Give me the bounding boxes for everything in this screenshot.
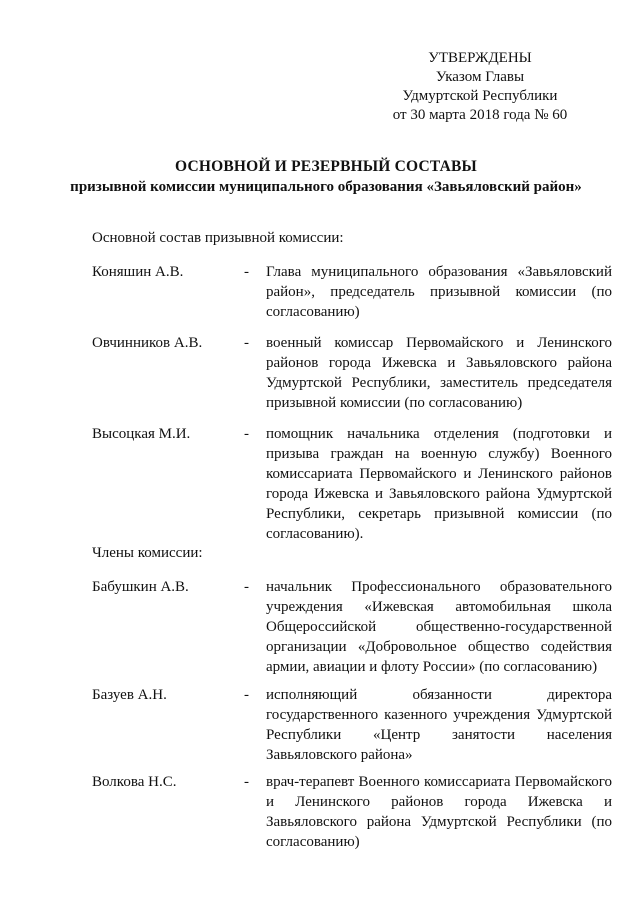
member-role: врач-терапевт Военного комиссариата Первомайского и Ленинского районов города Ижевска и Завьяловского района Удмуртской Республики (по согласованию) [266, 774, 612, 850]
member-name: Коняшин А.В. [92, 264, 184, 280]
title-main: ОСНОВНОЙ И РЕЗЕРВНЫЙ СОСТАВЫ [175, 158, 477, 175]
commission-members-heading: Члены комиссии: [92, 545, 203, 561]
approval-line: Указом Главы [435, 69, 525, 85]
member-role: начальник Профессионального образовательного учреждения «Ижевская автомобильная школа Общероссийской общественно-государственной организации «Добровольное общество содействия армии, авиации и флоту России» (по согласованию) [266, 579, 612, 675]
approval-stamp [372, 49, 588, 125]
member-name: Волкова Н.С. [92, 774, 177, 790]
approval-line: от 30 марта 2018 года № 60 [392, 107, 568, 123]
member-dash: - [244, 264, 249, 280]
approval-line: УТВЕРЖДЕНЫ [428, 50, 532, 66]
member-name: Бабушкин А.В. [92, 579, 189, 595]
member-name: Базуев А.Н. [92, 687, 167, 703]
member-name: Овчинников А.В. [92, 335, 203, 351]
member-role: Глава муниципального образования «Завьяловский район», председатель призывной комиссии (по согласованию) [266, 264, 612, 320]
member-role: исполняющий обязанности директора государственного казенного учреждения Удмуртской Республики «Центр занятости населения Завьяловского района» [266, 687, 612, 763]
main-composition-heading: Основной состав призывной комиссии: [92, 230, 344, 246]
member-dash: - [244, 687, 249, 703]
approval-line: Удмуртской Республики [402, 88, 558, 104]
title-sub: призывной комиссии муниципального образования «Завьяловский район» [70, 179, 582, 195]
member-dash: - [244, 335, 249, 351]
member-dash: - [244, 774, 249, 790]
member-dash: - [244, 579, 249, 595]
member-name: Высоцкая М.И. [92, 426, 191, 442]
member-role: военный комиссар Первомайского и Ленинского районов города Ижевска и Завьяловского района Удмуртской Республики, заместитель председателя призывной комиссии (по согласованию) [266, 335, 612, 411]
document-title [40, 157, 612, 197]
member-dash: - [244, 426, 249, 442]
member-role: помощник начальника отделения (подготовки и призыва граждан на военную службу) Военного комиссариата Первомайского и Ленинского районов города Ижевска и Завьяловского района Удмуртской Республики, секретарь призывной комиссии (по согласованию). [266, 426, 612, 542]
